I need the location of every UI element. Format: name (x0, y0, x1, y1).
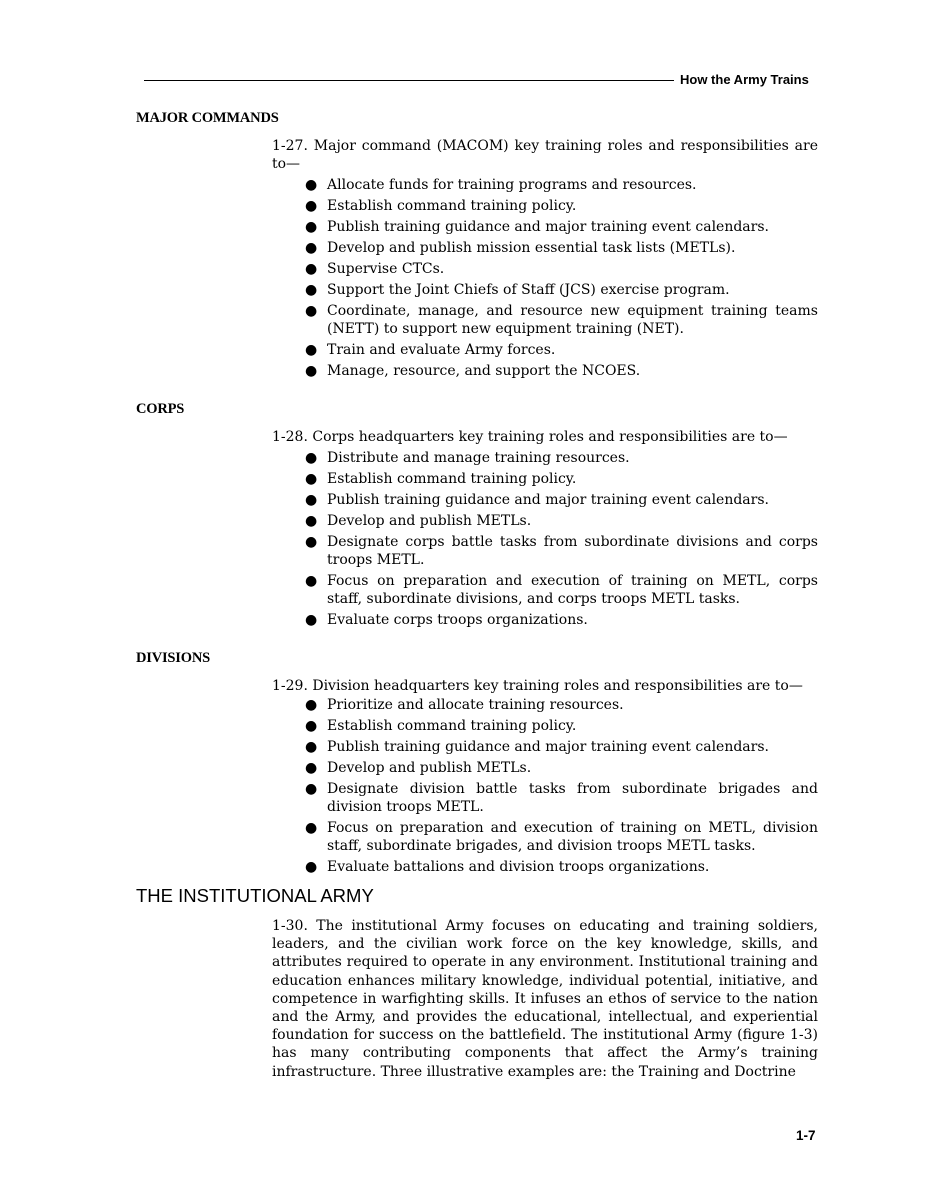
bullet-icon: ● (305, 492, 318, 508)
list-item-text: Coordinate, manage, and resource new equipment training teams (NETT) to support new equipment training (NET). (327, 303, 818, 338)
list-item (272, 197, 818, 215)
bullet-icon: ● (305, 513, 318, 529)
bullet-icon: ● (305, 342, 318, 359)
bullet-icon: ● (305, 198, 318, 214)
list-item-text: Establish command training policy. (327, 718, 577, 734)
list-item (272, 491, 818, 509)
list-item (272, 611, 818, 629)
list-item-text: Develop and publish METLs. (327, 760, 532, 776)
bullet-icon: ● (305, 820, 318, 837)
list-item (272, 780, 818, 816)
list-item (272, 260, 818, 278)
list-item (272, 470, 818, 488)
running-title: How the Army Trains (680, 72, 809, 87)
bullet-icon: ● (305, 363, 318, 380)
list-item-text: Prioritize and allocate training resources. (327, 697, 624, 713)
list-item-text: Publish training guidance and major training event calendars. (327, 492, 769, 508)
list-item-text: Focus on preparation and execution of training on METL, division staff, subordinate brigades, and division troops METL tasks. (327, 820, 818, 855)
paragraph-1-27: 1-27. Major command (MACOM) key training roles and responsibilities are to— (272, 138, 818, 173)
bullet-icon: ● (305, 450, 318, 466)
bullet-icon: ● (305, 240, 318, 256)
bullet-icon: ● (305, 471, 318, 487)
list-item (272, 533, 818, 569)
list-item-text: Allocate funds for training programs and resources. (327, 177, 697, 193)
list-item (272, 819, 818, 855)
bullet-icon: ● (305, 612, 318, 629)
bullet-icon: ● (305, 718, 318, 734)
bullet-icon: ● (305, 781, 318, 797)
list-item-text: Focus on preparation and execution of training on METL, corps staff, subordinate divisions, and corps troops METL tasks. (327, 573, 818, 608)
list-item-text: Develop and publish METLs. (327, 513, 532, 529)
list-item (272, 218, 818, 236)
bullet-icon: ● (305, 697, 318, 713)
list-item-text: Publish training guidance and major training event calendars. (327, 739, 769, 755)
list-item-text: Designate division battle tasks from subordinate brigades and division troops METL. (327, 781, 818, 816)
list-item (272, 858, 818, 876)
section-heading-corps: CORPS (136, 401, 185, 417)
list-item (272, 738, 818, 756)
list-item-text: Designate corps battle tasks from subordinate divisions and corps troops METL. (327, 534, 818, 569)
bullet-icon: ● (305, 760, 318, 776)
paragraph-1-29: 1-29. Division headquarters key training roles and responsibilities are to— (272, 678, 803, 694)
list-item (272, 717, 818, 735)
bullet-icon: ● (305, 303, 318, 319)
list-item (272, 696, 818, 714)
list-item-text: Publish training guidance and major training event calendars. (327, 219, 769, 235)
page-number: 1-7 (796, 1128, 816, 1143)
list-item (272, 449, 818, 467)
list-item (272, 239, 818, 257)
section-heading-institutional-army: THE INSTITUTIONAL ARMY (136, 885, 374, 906)
list-item (272, 759, 818, 777)
list-item (272, 281, 818, 299)
list-item (272, 362, 818, 380)
list-item-text: Supervise CTCs. (327, 261, 445, 277)
list-item-text: Develop and publish mission essential task lists (METLs). (327, 240, 736, 256)
bullet-list-corps (272, 449, 818, 632)
bullet-icon: ● (305, 177, 318, 193)
paragraph-1-28: 1-28. Corps headquarters key training roles and responsibilities are to— (272, 429, 788, 445)
section-heading-divisions: DIVISIONS (136, 650, 210, 666)
list-item (272, 572, 818, 608)
bullet-list-divisions (272, 696, 818, 879)
list-item-text: Establish command training policy. (327, 471, 577, 487)
bullet-list-macom (272, 176, 818, 383)
list-item-text: Evaluate corps troops organizations. (327, 612, 588, 629)
list-item (272, 512, 818, 530)
list-item (272, 302, 818, 338)
list-item (272, 176, 818, 194)
bullet-icon: ● (305, 739, 318, 755)
bullet-icon: ● (305, 282, 318, 298)
paragraph-1-30: 1-30. The institutional Army focuses on educating and training soldiers, leaders, and the civilian work force on the key knowledge, skills, and attributes required to operate in any environment. Institutional training and education enhances military knowledge, individual potential, initiative, and competence in warfighting skills. It infuses an ethos of service to the nation and the Army, and provides the educational, intellectual, and experiential foundation for success on the battlefield. The institutional Army (figure 1-3) has many contributing components that affect the Army’s training infrastructure. Three illustrative examples are: the Training and Doctrine (272, 918, 818, 1080)
section-heading-major-commands: MAJOR COMMANDS (136, 110, 279, 126)
bullet-icon: ● (305, 573, 318, 590)
bullet-icon: ● (305, 261, 318, 277)
list-item-text: Train and evaluate Army forces. (327, 342, 556, 359)
list-item-text: Distribute and manage training resources. (327, 450, 630, 466)
bullet-icon: ● (305, 859, 318, 876)
bullet-icon: ● (305, 534, 318, 550)
bullet-icon: ● (305, 219, 318, 235)
list-item-text: Manage, resource, and support the NCOES. (327, 363, 641, 380)
list-item-text: Support the Joint Chiefs of Staff (JCS) exercise program. (327, 282, 730, 298)
list-item-text: Evaluate battalions and division troops organizations. (327, 859, 710, 876)
header-rule (144, 80, 674, 81)
list-item-text: Establish command training policy. (327, 198, 577, 214)
list-item (272, 341, 818, 359)
